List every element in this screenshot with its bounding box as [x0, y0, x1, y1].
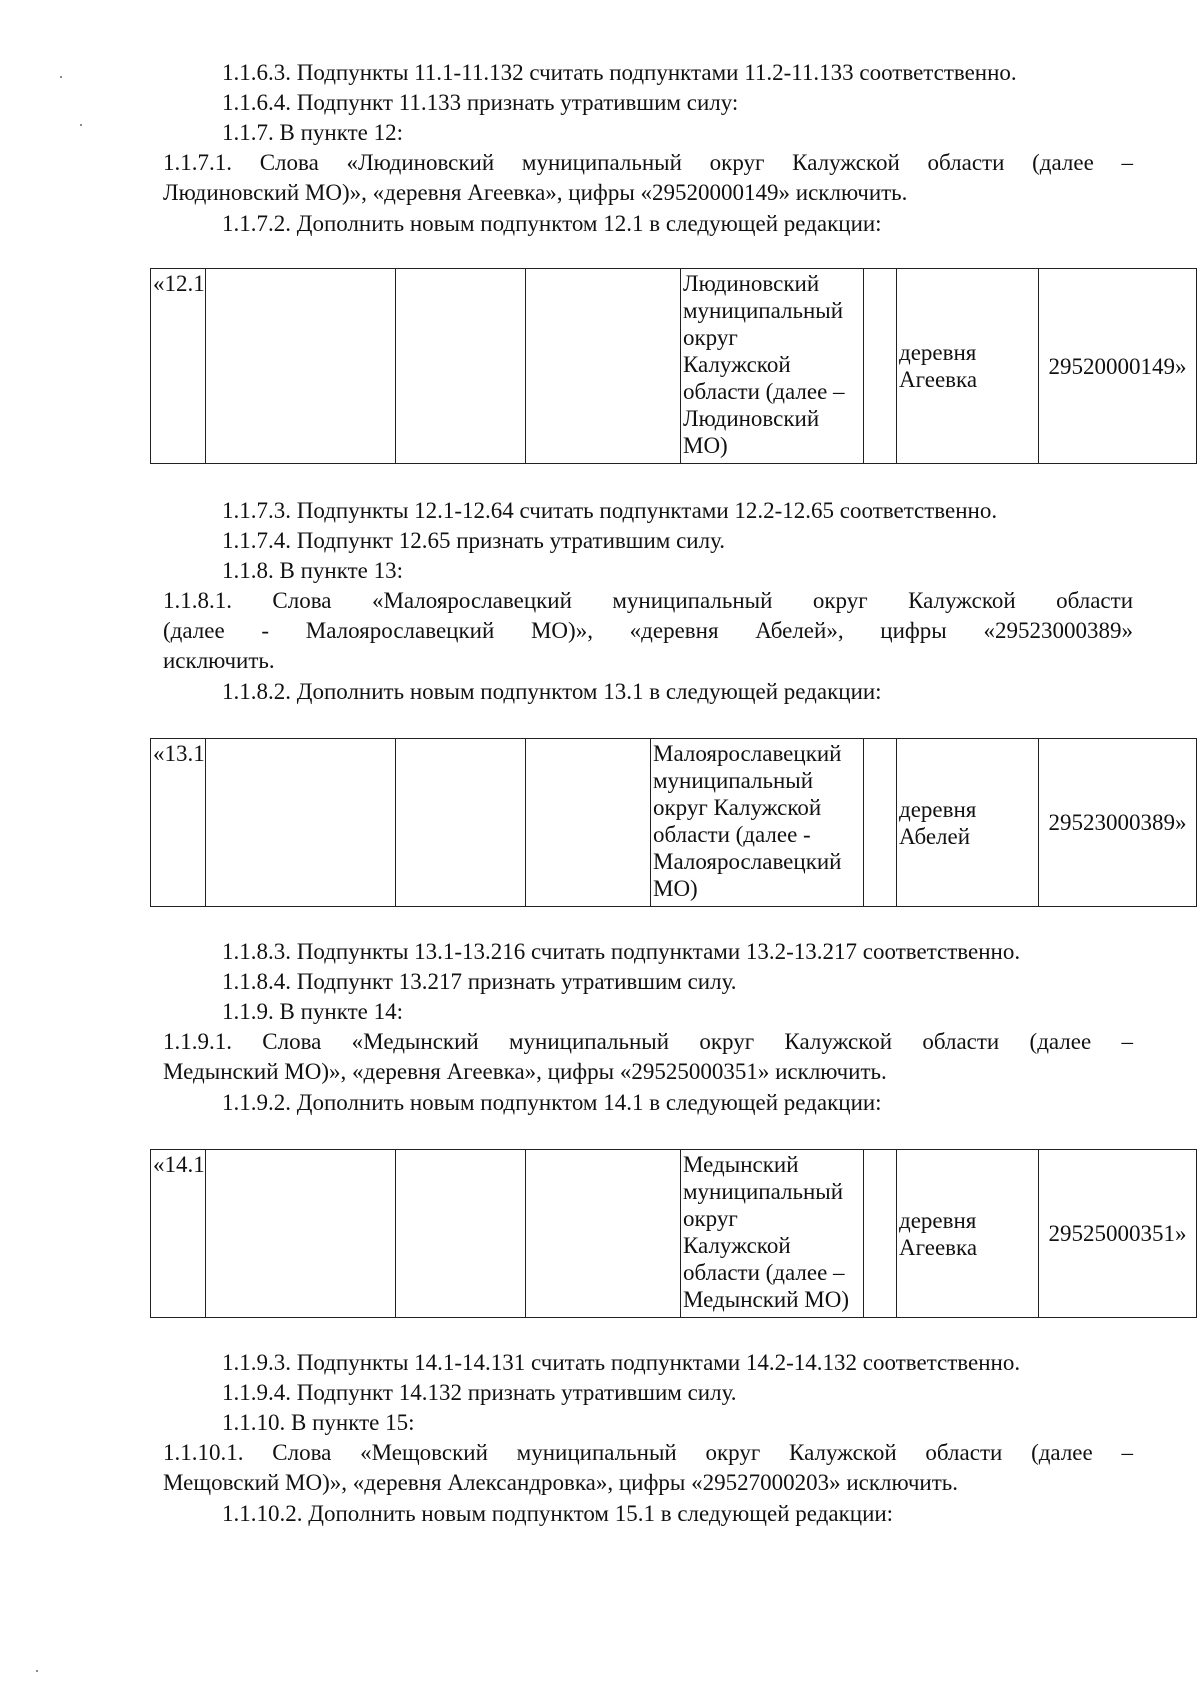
paragraph-1-1-9-2: 1.1.9.2. Дополнить новым подпунктом 14.1 в следующей редакции: — [222, 1090, 882, 1115]
paragraph-1-1-8-1-line-1: 1.1.8.1. Слова «Малоярославецкий муниципальный округ Калужской области — [163, 588, 1133, 613]
municipality-line: Людиновский — [683, 271, 820, 296]
municipality-line: МО) — [683, 433, 728, 458]
insert-table-12-1 — [150, 268, 1197, 464]
item-number-cell: «13.1 — [151, 739, 206, 907]
empty-cell — [396, 1150, 526, 1318]
empty-cell — [206, 1150, 396, 1318]
municipality-line: Медынский МО) — [683, 1287, 849, 1312]
empty-cell — [526, 739, 651, 907]
paragraph-1-1-8: 1.1.8. В пункте 13: — [222, 558, 403, 583]
municipality-line: муниципальный — [683, 298, 844, 323]
empty-cell — [526, 1150, 681, 1318]
settlement-line: Агеевка — [899, 1234, 978, 1260]
paragraph-1-1-6-4: 1.1.6.4. Подпункт 11.133 признать утратившим силу: — [222, 90, 739, 115]
paragraph-1-1-7-1-line-2: Людиновский МО)», «деревня Агеевка», цифры «29520000149» исключить. — [163, 180, 908, 205]
paragraph-1-1-8-4: 1.1.8.4. Подпункт 13.217 признать утратившим силу. — [222, 969, 737, 994]
empty-cell — [864, 1150, 897, 1318]
municipality-line: Малоярославецкий — [653, 849, 842, 874]
paragraph-1-1-7-4: 1.1.7.4. Подпункт 12.65 признать утратившим силу. — [222, 528, 726, 553]
municipality-line: муниципальный — [653, 768, 814, 793]
municipality-line: области (далее - — [653, 822, 811, 847]
paragraph-1-1-8-1-line-3: исключить. — [163, 648, 275, 673]
municipality-line: округ Калужской — [653, 795, 822, 820]
paragraph-1-1-8-3: 1.1.8.3. Подпункты 13.1-13.216 считать подпунктами 13.2-13.217 соответственно. — [222, 939, 1021, 964]
insert-table-14-1 — [150, 1149, 1197, 1318]
settlement-line: деревня — [899, 1207, 977, 1233]
settlement-line: деревня — [899, 340, 977, 365]
paragraph-1-1-9-1-line-2: Медынский МО)», «деревня Агеевка», цифры «29525000351» исключить. — [163, 1059, 887, 1084]
municipality-cell — [651, 739, 864, 907]
municipality-line: Медынский — [683, 1152, 799, 1177]
municipality-line: МО) — [653, 876, 698, 901]
settlement-line: Агеевка — [899, 367, 978, 392]
empty-cell — [864, 269, 897, 464]
paragraph-1-1-10-1-line-2: Мещовский МО)», «деревня Александровка», цифры «29527000203» исключить. — [163, 1470, 958, 1495]
empty-cell — [396, 269, 526, 464]
paragraph-1-1-9-1-line-1: 1.1.9.1. Слова «Медынский муниципальный округ Калужской области (далее – — [163, 1029, 1133, 1054]
paragraph-1-1-8-1-line-2: (далее - Малоярославецкий МО)», «деревня Абелей», цифры «29523000389» — [163, 618, 1133, 643]
insert-table-13-1 — [150, 738, 1197, 907]
settlement-cell — [897, 269, 1039, 464]
scan-speck — [36, 1670, 38, 1672]
municipality-line: Малоярославецкий — [653, 741, 842, 766]
empty-cell — [864, 739, 897, 907]
municipality-cell — [681, 1150, 864, 1318]
item-number-cell: «12.1 — [151, 269, 206, 464]
municipality-line: округ — [683, 325, 738, 350]
settlement-cell — [897, 739, 1039, 907]
paragraph-1-1-8-2: 1.1.8.2. Дополнить новым подпунктом 13.1 в следующей редакции: — [222, 679, 882, 704]
paragraph-1-1-9-3: 1.1.9.3. Подпункты 14.1-14.131 считать подпунктами 14.2-14.132 соответственно. — [222, 1350, 1021, 1375]
empty-cell — [206, 269, 396, 464]
municipality-cell — [681, 269, 864, 464]
municipality-line: области (далее – — [683, 1260, 845, 1285]
item-number-cell: «14.1 — [151, 1150, 206, 1318]
empty-cell — [396, 739, 526, 907]
settlement-line: деревня — [899, 796, 977, 822]
paragraph-1-1-10: 1.1.10. В пункте 15: — [222, 1410, 415, 1435]
municipality-line: Калужской — [683, 352, 791, 377]
oktmo-code-cell: 29523000389» — [1039, 739, 1197, 907]
paragraph-1-1-7-2: 1.1.7.2. Дополнить новым подпунктом 12.1 в следующей редакции: — [222, 211, 882, 236]
municipality-line: Калужской — [683, 1233, 791, 1258]
oktmo-code-cell: 29520000149» — [1039, 269, 1197, 464]
municipality-line: Людиновский — [683, 406, 820, 431]
oktmo-code-cell: 29525000351» — [1039, 1150, 1197, 1318]
municipality-line: округ — [683, 1206, 738, 1231]
paragraph-1-1-10-2: 1.1.10.2. Дополнить новым подпунктом 15.1 в следующей редакции: — [222, 1501, 894, 1526]
paragraph-1-1-7-1-line-1: 1.1.7.1. Слова «Людиновский муниципальный округ Калужской области (далее – — [163, 150, 1133, 175]
table-row — [151, 269, 1197, 464]
empty-cell — [526, 269, 681, 464]
paragraph-1-1-7-3: 1.1.7.3. Подпункты 12.1-12.64 считать подпунктами 12.2-12.65 соответственно. — [222, 498, 998, 523]
municipality-line: области (далее – — [683, 379, 845, 404]
municipality-line: муниципальный — [683, 1179, 844, 1204]
settlement-line: Абелей — [899, 823, 971, 849]
settlement-cell — [897, 1150, 1039, 1318]
scan-speck — [60, 76, 62, 78]
paragraph-1-1-10-1-line-1: 1.1.10.1. Слова «Мещовский муниципальный округ Калужской области (далее – — [163, 1440, 1133, 1465]
paragraph-1-1-7: 1.1.7. В пункте 12: — [222, 120, 403, 145]
table-row — [151, 1150, 1197, 1318]
paragraph-1-1-9-4: 1.1.9.4. Подпункт 14.132 признать утратившим силу. — [222, 1380, 737, 1405]
empty-cell — [206, 739, 396, 907]
table-row — [151, 739, 1197, 907]
paragraph-1-1-9: 1.1.9. В пункте 14: — [222, 999, 403, 1024]
scan-speck — [80, 124, 82, 126]
paragraph-1-1-6-3: 1.1.6.3. Подпункты 11.1-11.132 считать подпунктами 11.2-11.133 соответственно. — [222, 60, 1017, 85]
